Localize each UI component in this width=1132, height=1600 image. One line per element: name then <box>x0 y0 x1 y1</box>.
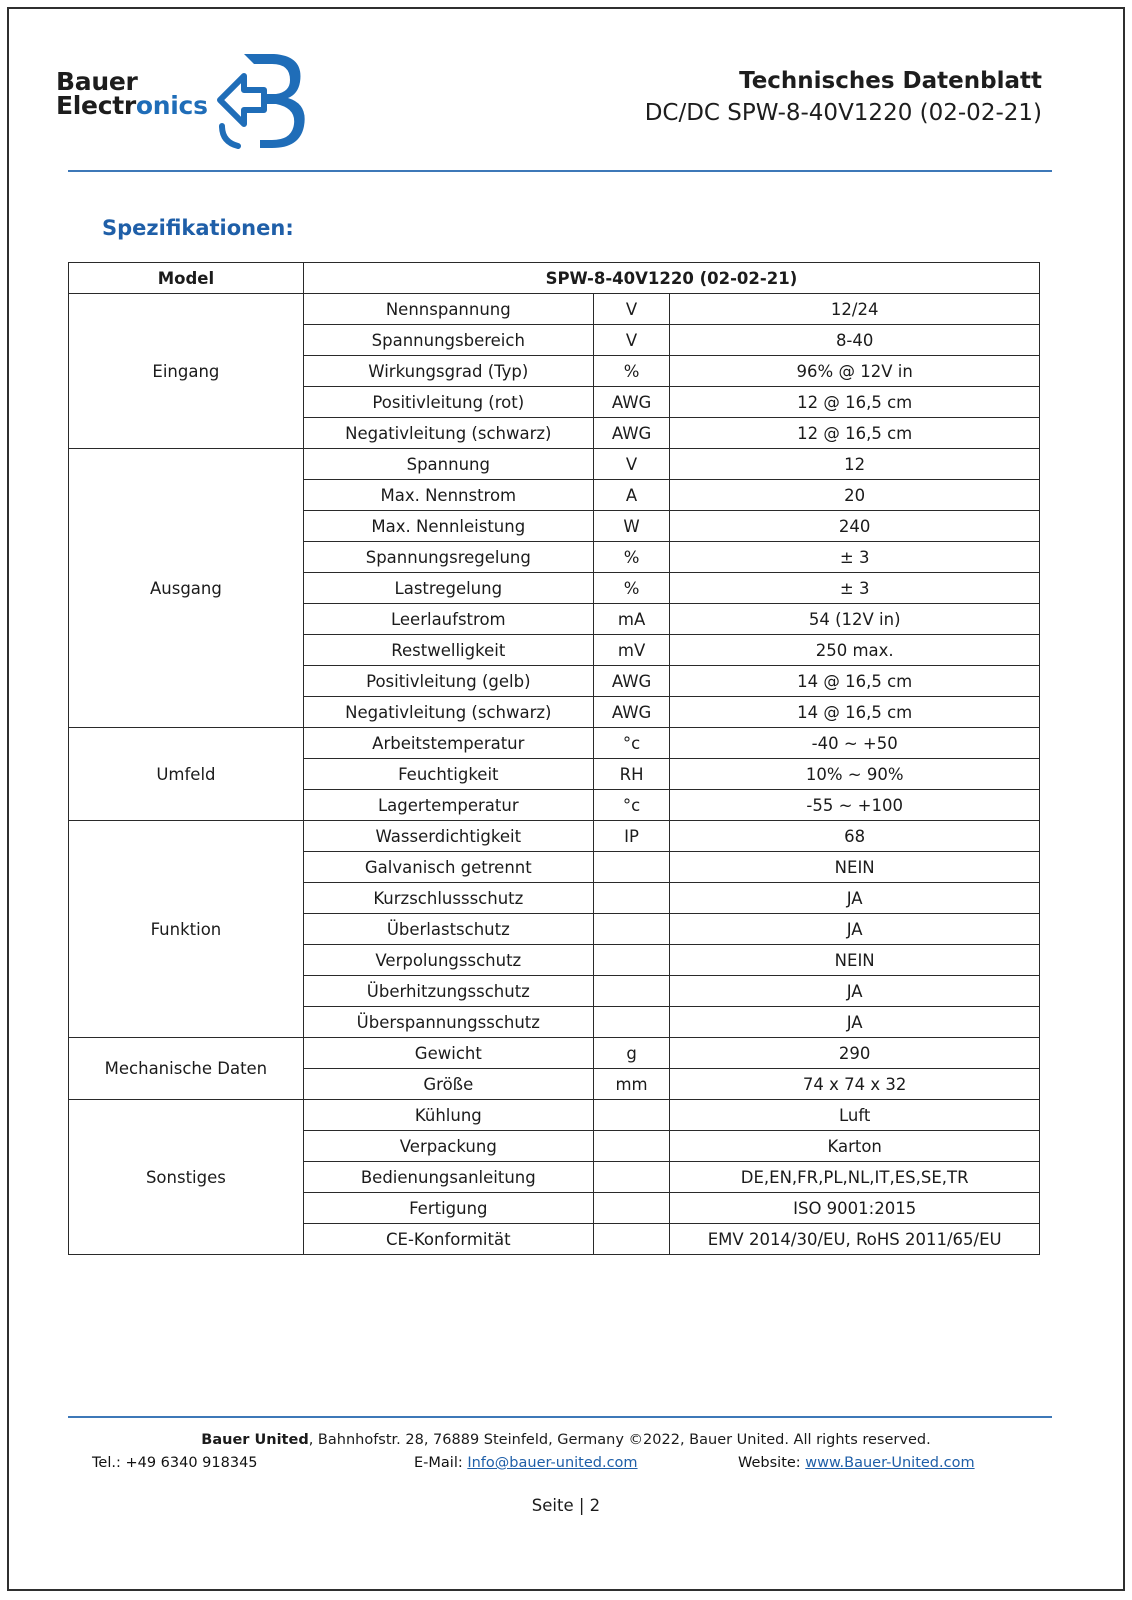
parameter-cell: Lagertemperatur <box>303 790 593 821</box>
document-title: Technisches Datenblatt <box>739 68 1042 94</box>
group-label: Umfeld <box>69 728 304 821</box>
value-cell: 8-40 <box>670 325 1040 356</box>
website-link[interactable]: www.Bauer-United.com <box>805 1455 975 1471</box>
parameter-cell: Leerlaufstrom <box>303 604 593 635</box>
parameter-cell: Gewicht <box>303 1038 593 1069</box>
value-cell: 14 @ 16,5 cm <box>670 697 1040 728</box>
unit-cell: g <box>593 1038 670 1069</box>
group-label: Eingang <box>69 294 304 449</box>
unit-cell <box>593 1100 670 1131</box>
model-label: Model <box>69 263 304 294</box>
footer-address-text: , Bahnhofstr. 28, 76889 Steinfeld, Germany ©2022, Bauer United. All rights reserved. <box>308 1432 931 1448</box>
unit-cell <box>593 883 670 914</box>
value-cell: JA <box>670 976 1040 1007</box>
unit-cell <box>593 1007 670 1038</box>
table-row <box>69 1100 1040 1131</box>
parameter-cell: Feuchtigkeit <box>303 759 593 790</box>
footer-website-label: Website: <box>738 1455 806 1471</box>
logo-line-2-blue: onics <box>135 91 208 120</box>
model-value: SPW-8-40V1220 (02-02-21) <box>303 263 1039 294</box>
group-label: Ausgang <box>69 449 304 728</box>
parameter-cell: Überhitzungsschutz <box>303 976 593 1007</box>
footer-email <box>414 1455 638 1471</box>
value-cell: 74 x 74 x 32 <box>670 1069 1040 1100</box>
unit-cell <box>593 1193 670 1224</box>
table-row <box>69 449 1040 480</box>
header-divider <box>68 170 1052 172</box>
unit-cell: AWG <box>593 666 670 697</box>
parameter-cell: Spannungsregelung <box>303 542 593 573</box>
value-cell: Karton <box>670 1131 1040 1162</box>
unit-cell: AWG <box>593 418 670 449</box>
table-row <box>69 821 1040 852</box>
table-row <box>69 1038 1040 1069</box>
value-cell: NEIN <box>670 945 1040 976</box>
value-cell: 20 <box>670 480 1040 511</box>
logo-line-1: Bauer <box>56 67 138 96</box>
value-cell: 54 (12V in) <box>670 604 1040 635</box>
unit-cell: V <box>593 449 670 480</box>
unit-cell: V <box>593 294 670 325</box>
unit-cell: IP <box>593 821 670 852</box>
parameter-cell: Max. Nennstrom <box>303 480 593 511</box>
parameter-cell: Nennspannung <box>303 294 593 325</box>
footer-website <box>738 1455 975 1471</box>
parameter-cell: Wasserdichtigkeit <box>303 821 593 852</box>
parameter-cell: Bedienungsanleitung <box>303 1162 593 1193</box>
value-cell: 10% ~ 90% <box>670 759 1040 790</box>
value-cell: ISO 9001:2015 <box>670 1193 1040 1224</box>
parameter-cell: Kühlung <box>303 1100 593 1131</box>
parameter-cell: Größe <box>303 1069 593 1100</box>
unit-cell: RH <box>593 759 670 790</box>
unit-cell <box>593 1162 670 1193</box>
unit-cell: °c <box>593 790 670 821</box>
footer-phone: Tel.: +49 6340 918345 <box>92 1455 258 1471</box>
parameter-cell: Überspannungsschutz <box>303 1007 593 1038</box>
unit-cell: % <box>593 356 670 387</box>
value-cell: JA <box>670 883 1040 914</box>
unit-cell <box>593 852 670 883</box>
value-cell: 12/24 <box>670 294 1040 325</box>
value-cell: 12 <box>670 449 1040 480</box>
unit-cell: W <box>593 511 670 542</box>
unit-cell <box>593 914 670 945</box>
value-cell: 68 <box>670 821 1040 852</box>
parameter-cell: Spannungsbereich <box>303 325 593 356</box>
value-cell: Luft <box>670 1100 1040 1131</box>
value-cell: 250 max. <box>670 635 1040 666</box>
unit-cell <box>593 945 670 976</box>
parameter-cell: Negativleitung (schwarz) <box>303 418 593 449</box>
group-label: Mechanische Daten <box>69 1038 304 1100</box>
table-header-row <box>69 263 1040 294</box>
document-subtitle: DC/DC SPW-8-40V1220 (02-02-21) <box>644 100 1042 126</box>
parameter-cell: Spannung <box>303 449 593 480</box>
value-cell: -55 ~ +100 <box>670 790 1040 821</box>
value-cell: ± 3 <box>670 573 1040 604</box>
logo-text <box>56 67 208 120</box>
parameter-cell: Kurzschlussschutz <box>303 883 593 914</box>
value-cell: 240 <box>670 511 1040 542</box>
value-cell: DE,EN,FR,PL,NL,IT,ES,SE,TR <box>670 1162 1040 1193</box>
value-cell: 12 @ 16,5 cm <box>670 418 1040 449</box>
footer-company: Bauer United <box>201 1432 309 1448</box>
unit-cell: mV <box>593 635 670 666</box>
unit-cell: mA <box>593 604 670 635</box>
specifications-table <box>68 262 1040 1255</box>
bauer-electronics-logo <box>56 48 316 158</box>
parameter-cell: Lastregelung <box>303 573 593 604</box>
parameter-cell: Arbeitstemperatur <box>303 728 593 759</box>
unit-cell: V <box>593 325 670 356</box>
page-number: Seite | 2 <box>531 1496 601 1515</box>
parameter-cell: Wirkungsgrad (Typ) <box>303 356 593 387</box>
value-cell: NEIN <box>670 852 1040 883</box>
parameter-cell: Überlastschutz <box>303 914 593 945</box>
parameter-cell: Max. Nennleistung <box>303 511 593 542</box>
parameter-cell: Fertigung <box>303 1193 593 1224</box>
parameter-cell: Verpackung <box>303 1131 593 1162</box>
section-title: Spezifikationen: <box>102 216 294 240</box>
group-label: Funktion <box>69 821 304 1038</box>
unit-cell: % <box>593 573 670 604</box>
logo-line-2-dark: Electr <box>56 91 136 120</box>
unit-cell: AWG <box>593 697 670 728</box>
unit-cell <box>593 1131 670 1162</box>
value-cell: JA <box>670 914 1040 945</box>
unit-cell: AWG <box>593 387 670 418</box>
footer-divider <box>68 1416 1052 1418</box>
unit-cell: A <box>593 480 670 511</box>
footer-address <box>0 1432 1132 1448</box>
email-link[interactable]: Info@bauer-united.com <box>467 1455 638 1471</box>
unit-cell <box>593 976 670 1007</box>
value-cell: ± 3 <box>670 542 1040 573</box>
parameter-cell: Negativleitung (schwarz) <box>303 697 593 728</box>
parameter-cell: Positivleitung (gelb) <box>303 666 593 697</box>
table-row <box>69 728 1040 759</box>
table-row <box>69 294 1040 325</box>
value-cell: 14 @ 16,5 cm <box>670 666 1040 697</box>
unit-cell: °c <box>593 728 670 759</box>
value-cell: 96% @ 12V in <box>670 356 1040 387</box>
unit-cell: % <box>593 542 670 573</box>
group-label: Sonstiges <box>69 1100 304 1255</box>
parameter-cell: Positivleitung (rot) <box>303 387 593 418</box>
parameter-cell: Verpolungsschutz <box>303 945 593 976</box>
logo-line-2 <box>56 91 208 120</box>
value-cell: 12 @ 16,5 cm <box>670 387 1040 418</box>
parameter-cell: Restwelligkeit <box>303 635 593 666</box>
value-cell: JA <box>670 1007 1040 1038</box>
value-cell: -40 ~ +50 <box>670 728 1040 759</box>
logo-b-emblem-icon <box>214 48 314 153</box>
value-cell: 290 <box>670 1038 1040 1069</box>
footer-email-label: E-Mail: <box>414 1455 468 1471</box>
parameter-cell: Galvanisch getrennt <box>303 852 593 883</box>
unit-cell <box>593 1224 670 1255</box>
parameter-cell: CE-Konformität <box>303 1224 593 1255</box>
unit-cell: mm <box>593 1069 670 1100</box>
value-cell: EMV 2014/30/EU, RoHS 2011/65/EU <box>670 1224 1040 1255</box>
